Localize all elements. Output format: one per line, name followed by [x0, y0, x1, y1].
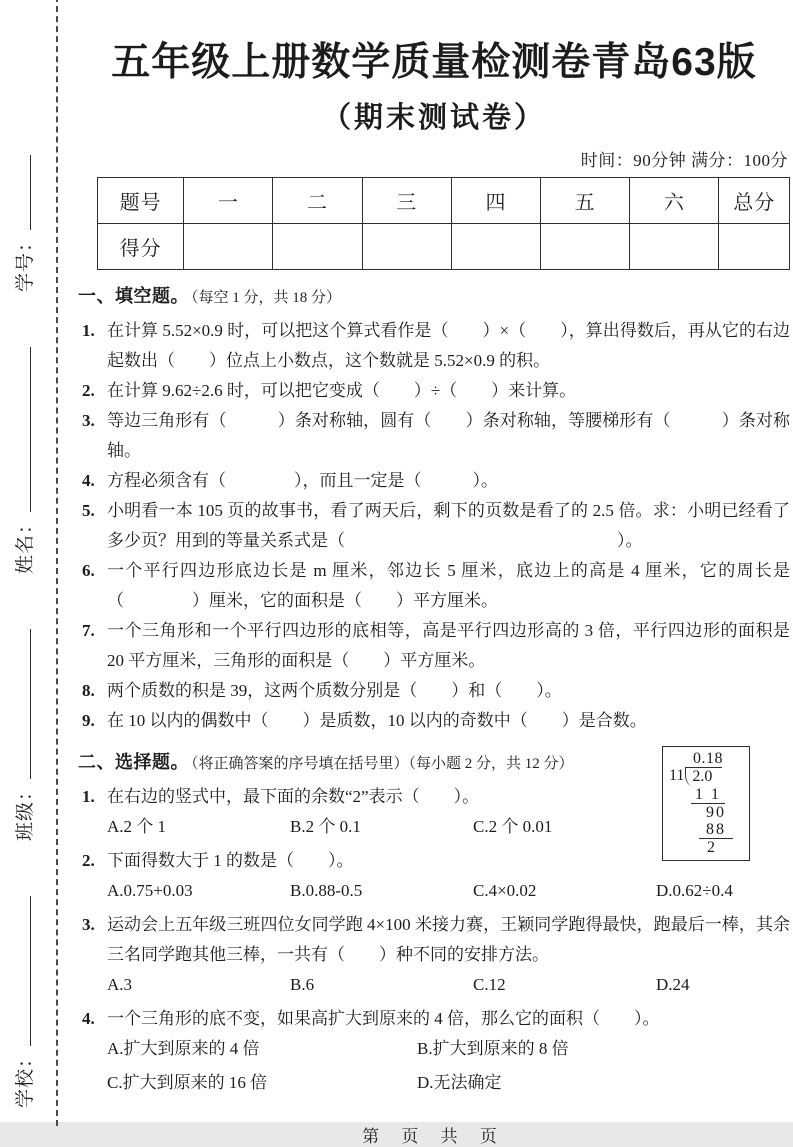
- question-text: 方程必须含有（ ），而且一定是（ ）。: [107, 470, 498, 490]
- score-header-cell: 六: [630, 177, 719, 223]
- division-remainder: 2: [707, 839, 717, 856]
- section1-heading: [78, 282, 790, 312]
- options-row: [78, 970, 790, 1000]
- question-stem: [82, 910, 790, 970]
- division-dividend: 2.0: [685, 767, 722, 786]
- option-c: C.扩大到原来的 16 倍: [107, 1072, 268, 1092]
- score-table: [97, 177, 790, 270]
- long-division-figure: [662, 746, 750, 861]
- question-stem: [82, 1004, 790, 1034]
- paper-content: [78, 0, 790, 1147]
- options-row: [78, 1034, 790, 1064]
- score-row-label: 得分: [98, 223, 184, 269]
- question-number: 9.: [82, 710, 95, 730]
- question-number: 4.: [82, 470, 95, 490]
- option-a: A.0.75+0.03: [107, 880, 193, 900]
- score-cell: [719, 223, 790, 269]
- question-number: 2.: [82, 850, 95, 870]
- division-quotient: 0.18: [693, 750, 723, 767]
- question-number: 6.: [82, 560, 95, 580]
- question-text: 在右边的竖式中，最下面的余数“2”表示（ ）。: [107, 786, 480, 806]
- section2-note: （将正确答案的序号填在括号里）（每小题 2 分，共 12 分）: [191, 755, 574, 772]
- question-text: 在计算 9.62÷2.6 时，可以把它变成（ ）÷（ ）来计算。: [107, 380, 577, 400]
- question-text: 在计算 5.52×0.9 时，可以把这个算式看作是（ ）×（ ），算出得数后，再从它的右边起数出（ ）位点上小数点，这个数就是 5.52×0.9 的积。: [107, 320, 790, 370]
- score-cell: [362, 223, 451, 269]
- section1-note: （每空 1 分，共 18 分）: [191, 289, 342, 306]
- option-b: B.2 个 0.1: [290, 816, 361, 836]
- option-c: C.4×0.02: [473, 880, 537, 900]
- fill-question-9: [82, 706, 790, 736]
- score-table-header-row: [98, 177, 790, 223]
- question-number: 7.: [82, 620, 95, 640]
- option-b: B.扩大到原来的 8 倍: [417, 1038, 569, 1058]
- option-c: C.2 个 0.01: [473, 816, 553, 836]
- class-blank-line: [11, 629, 31, 779]
- options-row: [78, 876, 790, 906]
- question-text: 等边三角形有（ ）条对称轴，圆有（ ）条对称轴，等腰梯形有（ ）条对称轴。: [107, 410, 790, 460]
- fill-question-1: [82, 316, 790, 376]
- question-number: 1.: [82, 320, 95, 340]
- name-field: [10, 347, 37, 574]
- student-id-field: [10, 155, 37, 292]
- score-header-cell: 五: [541, 177, 630, 223]
- option-a: A.3: [107, 974, 133, 994]
- section1-title: 一、填空题。: [78, 285, 189, 306]
- question-text: 两个质数的积是 39，这两个质数分别是（ ）和（ ）。: [107, 680, 562, 700]
- score-cell: [541, 223, 630, 269]
- question-number: 5.: [82, 500, 95, 520]
- question-number: 3.: [82, 914, 95, 934]
- question-text: 一个三角形和一个平行四边形的底相等，高是平行四边形高的 3 倍，平行四边形的面积是 20 平方厘米，三角形的面积是（ ）平方厘米。: [107, 620, 790, 670]
- question-text: 在 10 以内的偶数中（ ）是质数，10 以内的奇数中（ ）是合数。: [107, 710, 647, 730]
- page-subtitle: （期末测试卷）: [321, 101, 546, 134]
- score-table-score-row: [98, 223, 790, 269]
- question-number: 8.: [82, 680, 95, 700]
- division-step-3: 88: [699, 821, 733, 839]
- score-header-cell: 一: [184, 177, 273, 223]
- student-id-label: 学号：: [15, 231, 36, 292]
- page-footer: 第 页 共 页: [362, 1126, 506, 1146]
- options-row: [78, 1068, 790, 1098]
- question-number: 4.: [82, 1008, 95, 1028]
- question-text: 一个三角形的底不变，如果高扩大到原来的 4 倍，那么它的面积（ ）。: [107, 1008, 660, 1028]
- score-header-cell: 总分: [719, 177, 790, 223]
- division-step-2: 90: [706, 804, 726, 821]
- division-bracket-row: [669, 767, 749, 786]
- choice-question-4: [78, 1004, 790, 1098]
- fill-question-6: [82, 556, 790, 616]
- fill-question-4: [82, 466, 790, 496]
- option-d: D.无法确定: [417, 1072, 502, 1092]
- score-header-cell: 三: [362, 177, 451, 223]
- option-d: D.24: [656, 974, 690, 994]
- seal-margin-labels: [10, 108, 44, 1108]
- school-blank-line: [11, 896, 31, 1046]
- score-header-cell: 二: [273, 177, 362, 223]
- question-text: 运动会上五年级三班四位女同学跑 4×100 米接力赛，王颖同学跑得最快，跑最后一棒，其余三名同学跑其他三棒，一共有（ ）种不同的安排方法。: [107, 914, 790, 964]
- school-label: 学校：: [15, 1047, 36, 1108]
- question-number: 3.: [82, 410, 95, 430]
- score-header-cell: 题号: [98, 177, 184, 223]
- option-d: D.0.62÷0.4: [656, 880, 733, 900]
- division-step-1: 1 1: [691, 786, 725, 804]
- student-id-blank-line: [11, 155, 31, 230]
- name-blank-line: [11, 347, 31, 512]
- option-b: B.6: [290, 974, 315, 994]
- section2-title: 二、选择题。: [78, 751, 189, 772]
- class-label: 班级：: [15, 780, 36, 841]
- fill-question-2: [82, 376, 790, 406]
- school-field: [10, 896, 37, 1108]
- question-number: 1.: [82, 786, 95, 806]
- question-text: 小明看一本 105 页的故事书，看了两天后，剩下的页数是看了的 2.5 倍。求：小明已经看了多少页？用到的等量关系式是（ ）。: [107, 500, 790, 550]
- score-header-cell: 四: [451, 177, 540, 223]
- fill-question-5: [82, 496, 790, 556]
- option-a: A.2 个 1: [107, 816, 167, 836]
- choice-question-3: [78, 910, 790, 1000]
- class-field: [10, 629, 37, 841]
- option-c: C.12: [473, 974, 506, 994]
- fill-question-3: [82, 406, 790, 466]
- option-a: A.扩大到原来的 4 倍: [107, 1038, 260, 1058]
- score-cell: [630, 223, 719, 269]
- question-text: 下面得数大于 1 的数是（ ）。: [107, 850, 354, 870]
- option-b: B.0.88-0.5: [290, 880, 363, 900]
- score-cell: [184, 223, 273, 269]
- exam-time-score-info: 时间：90分钟 满分：100分: [580, 150, 788, 170]
- page-title: 五年级上册数学质量检测卷青岛63版: [111, 41, 757, 84]
- fill-question-7: [82, 616, 790, 676]
- score-cell: [451, 223, 540, 269]
- division-divisor: 11: [669, 767, 685, 784]
- name-label: 姓名：: [15, 513, 36, 574]
- seal-dashed-line: [56, 0, 58, 1126]
- question-text: 一个平行四边形底边长是 m 厘米，邻边长 5 厘米，底边上的高是 4 厘米，它的周长是（ ）厘米，它的面积是（ ）平方厘米。: [107, 560, 790, 610]
- score-cell: [273, 223, 362, 269]
- question-number: 2.: [82, 380, 95, 400]
- fill-question-8: [82, 676, 790, 706]
